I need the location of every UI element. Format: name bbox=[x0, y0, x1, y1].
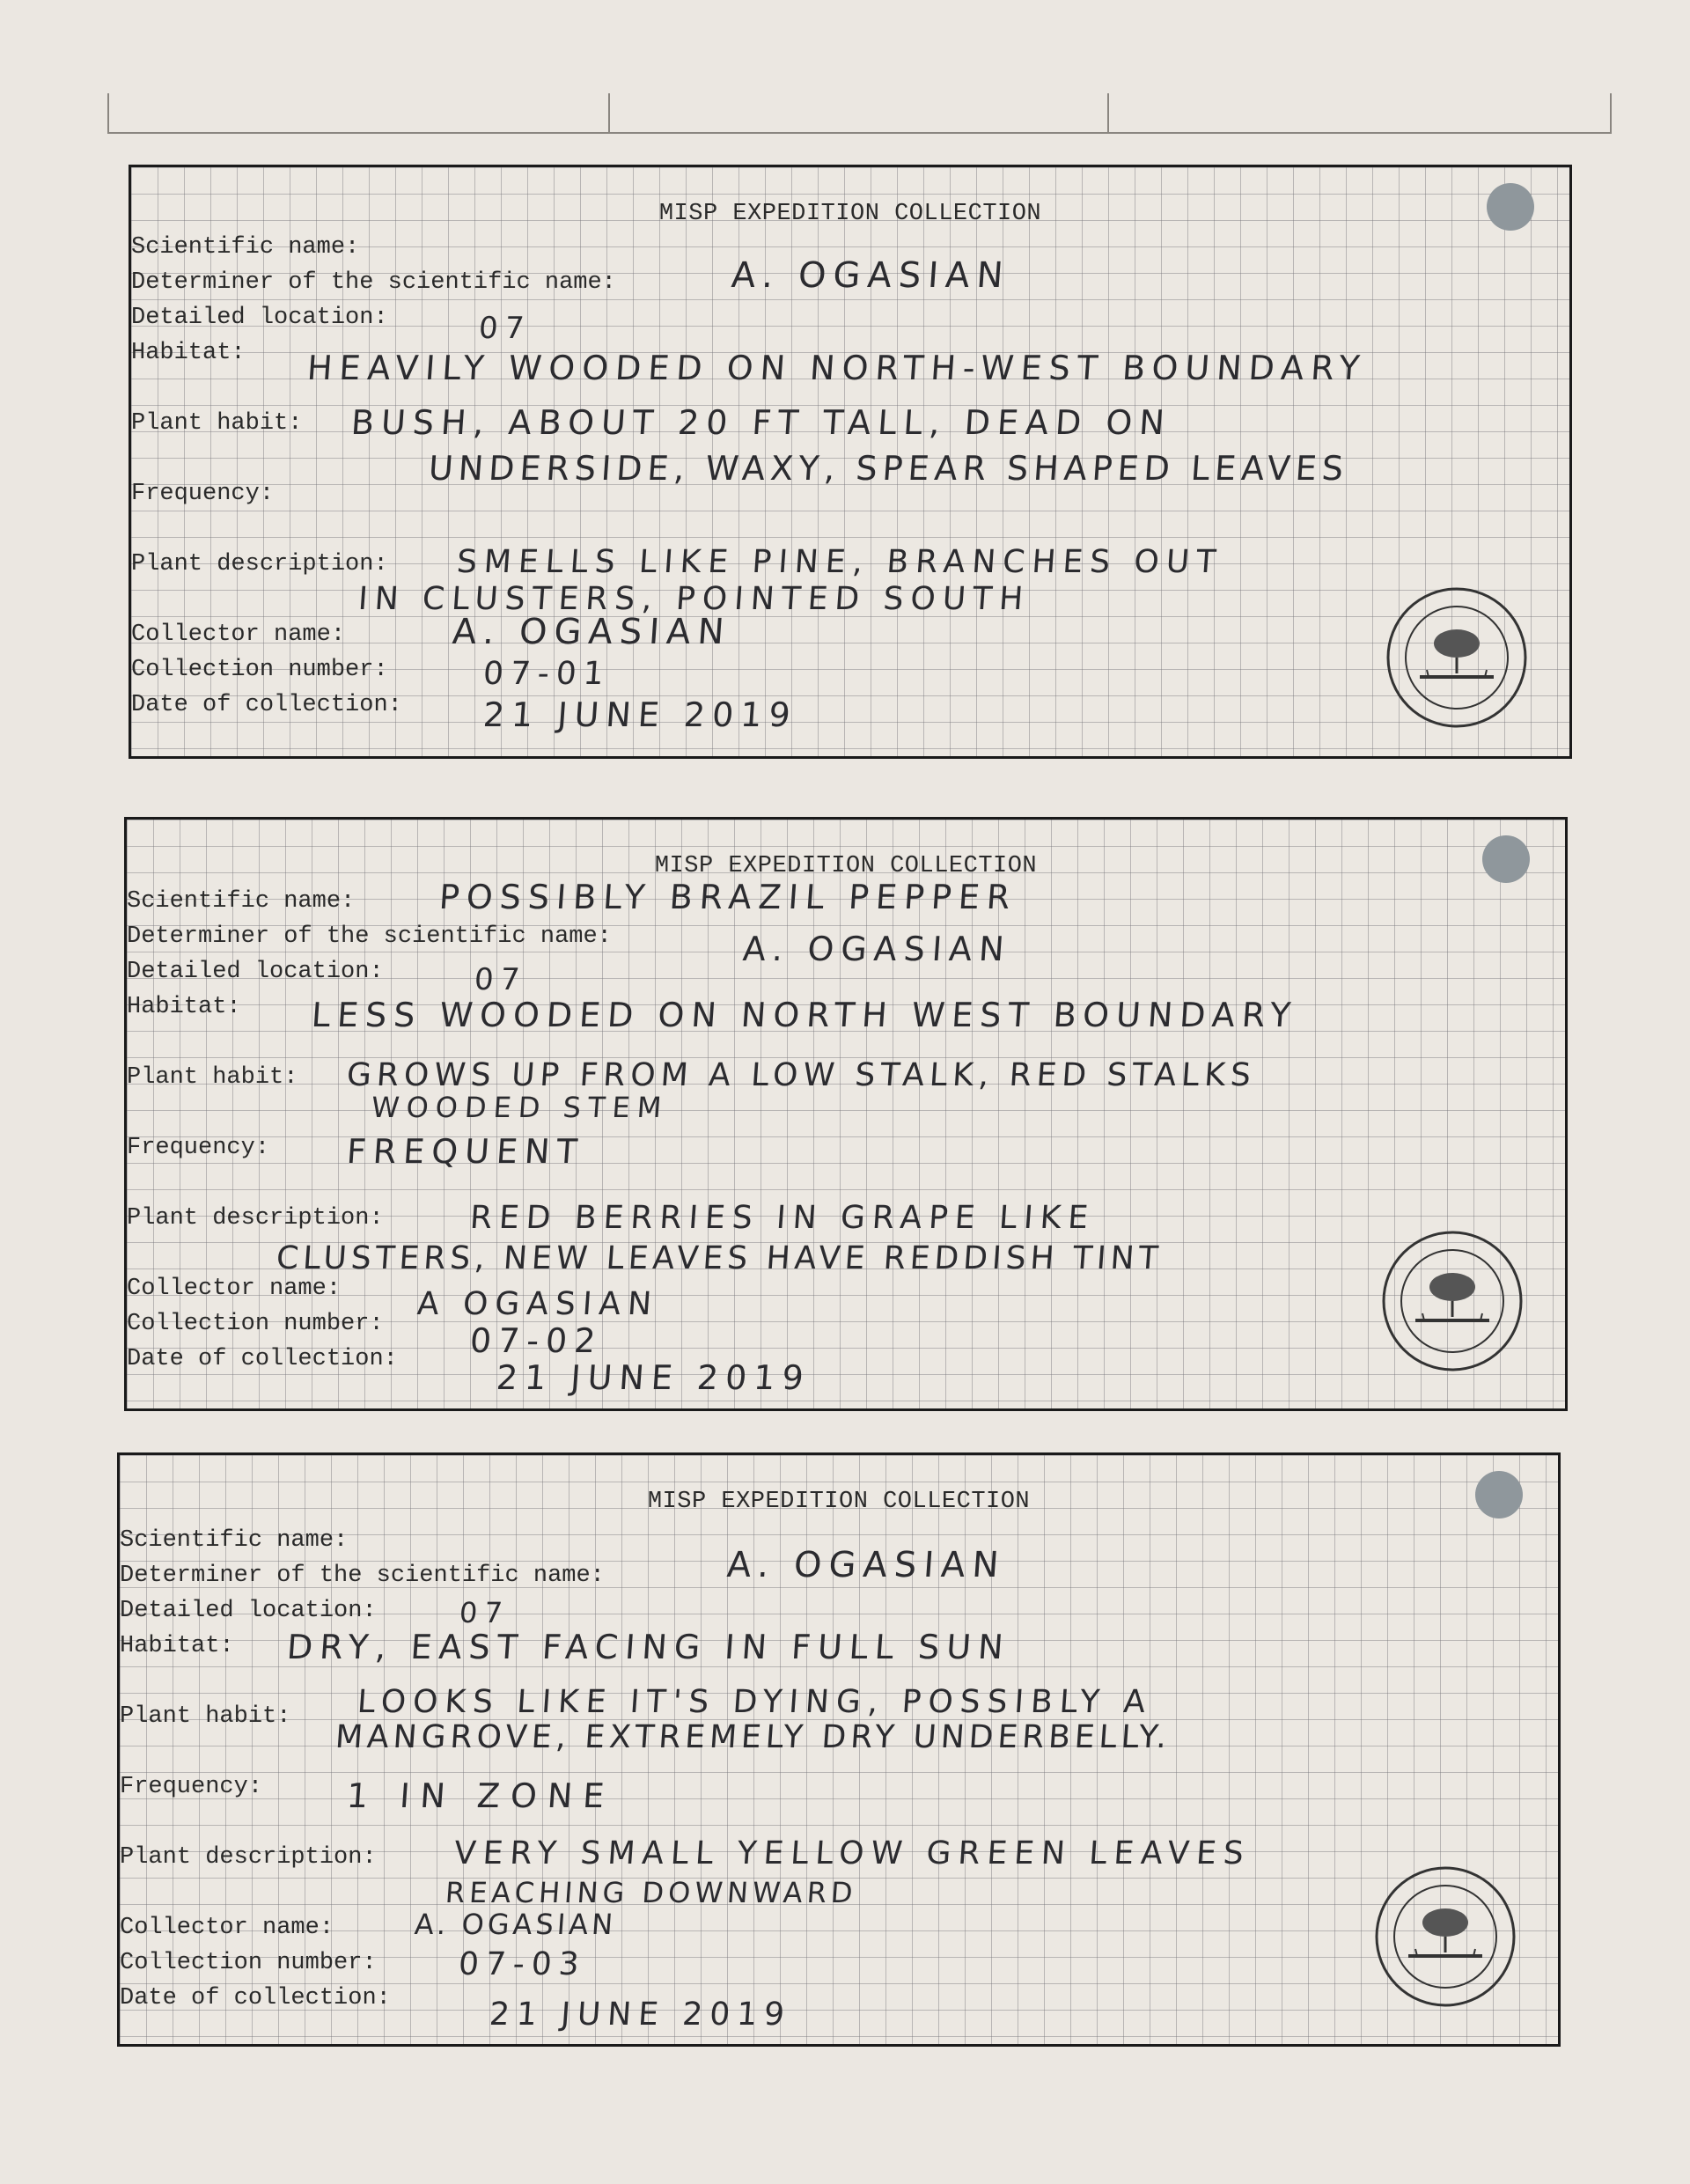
location-label: Detailed location: bbox=[120, 1598, 377, 1624]
plant-habit-value-line2: WOODED STEM bbox=[370, 1091, 670, 1124]
card-title: MISP EXPEDITION COLLECTION bbox=[647, 1489, 1031, 1515]
determiner-value: A. OGASIAN bbox=[730, 255, 1012, 296]
location-label: Detailed location: bbox=[131, 305, 388, 331]
determiner-label: Determiner of the scientific name: bbox=[127, 923, 612, 950]
collector-value: A OGASIAN bbox=[415, 1286, 660, 1322]
frequency-row bbox=[120, 1774, 262, 1800]
plant-description-row bbox=[131, 551, 388, 577]
plant-habit-value-line1: GROWS UP FROM A LOW STALK, RED STALKS bbox=[345, 1057, 1258, 1093]
plant-habit-row bbox=[120, 1703, 290, 1730]
plant-habit-label: Plant habit: bbox=[127, 1064, 298, 1091]
habitat-value: DRY, EAST FACING IN FULL SUN bbox=[285, 1628, 1012, 1666]
plant-description-value-line2: CLUSTERS, NEW LEAVES HAVE REDDISH TINT bbox=[275, 1240, 1164, 1276]
frequency-row bbox=[131, 481, 274, 507]
location-label: Detailed location: bbox=[127, 959, 384, 985]
location-row bbox=[127, 959, 384, 985]
habitat-row bbox=[120, 1633, 234, 1659]
header-divider bbox=[608, 93, 610, 132]
date-value: 21 JUNE 2019 bbox=[481, 695, 799, 734]
collection-number-value: 07-02 bbox=[468, 1321, 604, 1360]
collection-number-value: 07-01 bbox=[481, 656, 613, 692]
collection-number-label: Collection number: bbox=[127, 1311, 384, 1337]
collection-number-row bbox=[127, 1311, 384, 1337]
location-value: 07 bbox=[477, 311, 533, 346]
frequency-row bbox=[127, 1135, 269, 1161]
habitat-row bbox=[131, 340, 246, 366]
habitat-row bbox=[127, 994, 241, 1020]
frequency-value: FREQUENT bbox=[345, 1132, 586, 1171]
plant-description-label: Plant description: bbox=[127, 1205, 384, 1232]
date-value: 21 JUNE 2019 bbox=[488, 1996, 793, 2033]
habitat-label: Habitat: bbox=[120, 1633, 234, 1659]
expedition-seal bbox=[1385, 585, 1530, 731]
plant-habit-label: Plant habit: bbox=[131, 410, 303, 437]
determiner-value: A. OGASIAN bbox=[741, 930, 1013, 968]
plant-description-value-line2: IN CLUSTERS, POINTED SOUTH bbox=[356, 581, 1032, 617]
collection-label-card bbox=[129, 165, 1572, 759]
habitat-value: LESS WOODED ON NORTH WEST BOUNDARY bbox=[310, 996, 1299, 1034]
habitat-label: Habitat: bbox=[127, 994, 241, 1020]
determiner-label: Determiner of the scientific name: bbox=[131, 269, 616, 296]
location-value: 07 bbox=[473, 962, 528, 997]
date-label: Date of collection: bbox=[120, 1985, 391, 2011]
plant-habit-row bbox=[127, 1064, 298, 1091]
collection-number-row bbox=[131, 657, 388, 683]
collector-row bbox=[131, 621, 345, 648]
date-value: 21 JUNE 2019 bbox=[495, 1358, 812, 1397]
plant-description-value-line1: RED BERRIES IN GRAPE LIKE bbox=[468, 1200, 1097, 1236]
collector-value: A. OGASIAN bbox=[451, 612, 733, 652]
scientific-name-row bbox=[120, 1527, 348, 1554]
habitat-value: HEAVILY WOODED ON NORTH-WEST BOUNDARY bbox=[305, 349, 1368, 387]
scientific-name-label: Scientific name: bbox=[131, 234, 360, 261]
plant-habit-value-line2: UNDERSIDE, WAXY, SPEAR SHAPED LEAVES bbox=[427, 449, 1350, 488]
plant-habit-value-line1: BUSH, ABOUT 20 FT TALL, DEAD ON bbox=[349, 403, 1173, 442]
plant-habit-value-line2: MANGROVE, EXTREMELY DRY UNDERBELLY. bbox=[334, 1719, 1172, 1755]
frequency-label: Frequency: bbox=[120, 1774, 263, 1800]
date-row bbox=[127, 1346, 398, 1372]
scientific-name-label: Scientific name: bbox=[127, 888, 356, 915]
date-label: Date of collection: bbox=[127, 1346, 398, 1372]
frequency-label: Frequency: bbox=[131, 481, 275, 507]
frequency-label: Frequency: bbox=[127, 1135, 270, 1161]
plant-description-value-line1: VERY SMALL YELLOW GREEN LEAVES bbox=[452, 1835, 1253, 1871]
collector-label: Collector name: bbox=[120, 1915, 334, 1941]
scientific-name-label: Scientific name: bbox=[120, 1527, 349, 1554]
collector-label: Collector name: bbox=[127, 1276, 342, 1302]
collection-label-card bbox=[124, 817, 1568, 1411]
scientific-name-row bbox=[131, 234, 359, 261]
date-row bbox=[120, 1985, 391, 2011]
collection-label-card bbox=[117, 1452, 1561, 2047]
collector-row bbox=[120, 1915, 334, 1941]
header-strip bbox=[107, 93, 1612, 134]
plant-description-value-line1: SMELLS LIKE PINE, BRANCHES OUT bbox=[455, 544, 1224, 580]
collection-number-row bbox=[120, 1950, 377, 1976]
plant-description-row bbox=[120, 1844, 377, 1871]
header-divider bbox=[1107, 93, 1109, 132]
collection-number-value: 07-03 bbox=[457, 1946, 588, 1982]
determiner-row bbox=[127, 923, 612, 950]
plant-habit-row bbox=[131, 410, 302, 437]
determiner-row bbox=[131, 269, 616, 296]
collection-number-label: Collection number: bbox=[120, 1950, 377, 1976]
scientific-name-row bbox=[127, 888, 355, 915]
plant-description-value-line2: REACHING DOWNWARD bbox=[444, 1876, 858, 1909]
gray-dot bbox=[1475, 1471, 1523, 1519]
frequency-value: 1 IN ZONE bbox=[345, 1776, 616, 1815]
collection-number-label: Collection number: bbox=[131, 657, 388, 683]
card-title: MISP EXPEDITION COLLECTION bbox=[654, 853, 1038, 879]
plant-habit-label: Plant habit: bbox=[120, 1703, 291, 1730]
date-label: Date of collection: bbox=[131, 692, 402, 718]
card-title: MISP EXPEDITION COLLECTION bbox=[658, 201, 1042, 227]
determiner-value: A. OGASIAN bbox=[725, 1545, 1008, 1585]
location-value: 07 bbox=[458, 1596, 511, 1629]
expedition-seal bbox=[1380, 1229, 1525, 1374]
determiner-row bbox=[120, 1563, 605, 1589]
gray-dot bbox=[1482, 835, 1530, 883]
collector-value: A. OGASIAN bbox=[413, 1908, 618, 1941]
habitat-label: Habitat: bbox=[131, 340, 246, 366]
location-row bbox=[131, 305, 388, 331]
plant-description-label: Plant description: bbox=[120, 1844, 377, 1871]
date-row bbox=[131, 692, 402, 718]
location-row bbox=[120, 1598, 377, 1624]
scientific-name-value: POSSIBLY BRAZIL PEPPER bbox=[437, 878, 1018, 916]
plant-habit-value-line1: LOOKS LIKE IT'S DYING, POSSIBLY A bbox=[356, 1684, 1154, 1720]
collector-row bbox=[127, 1276, 341, 1302]
determiner-label: Determiner of the scientific name: bbox=[120, 1563, 605, 1589]
plant-description-row bbox=[127, 1205, 384, 1232]
plant-description-label: Plant description: bbox=[131, 551, 388, 577]
collector-label: Collector name: bbox=[131, 621, 346, 648]
gray-dot bbox=[1487, 183, 1534, 231]
expedition-seal bbox=[1373, 1864, 1518, 2010]
